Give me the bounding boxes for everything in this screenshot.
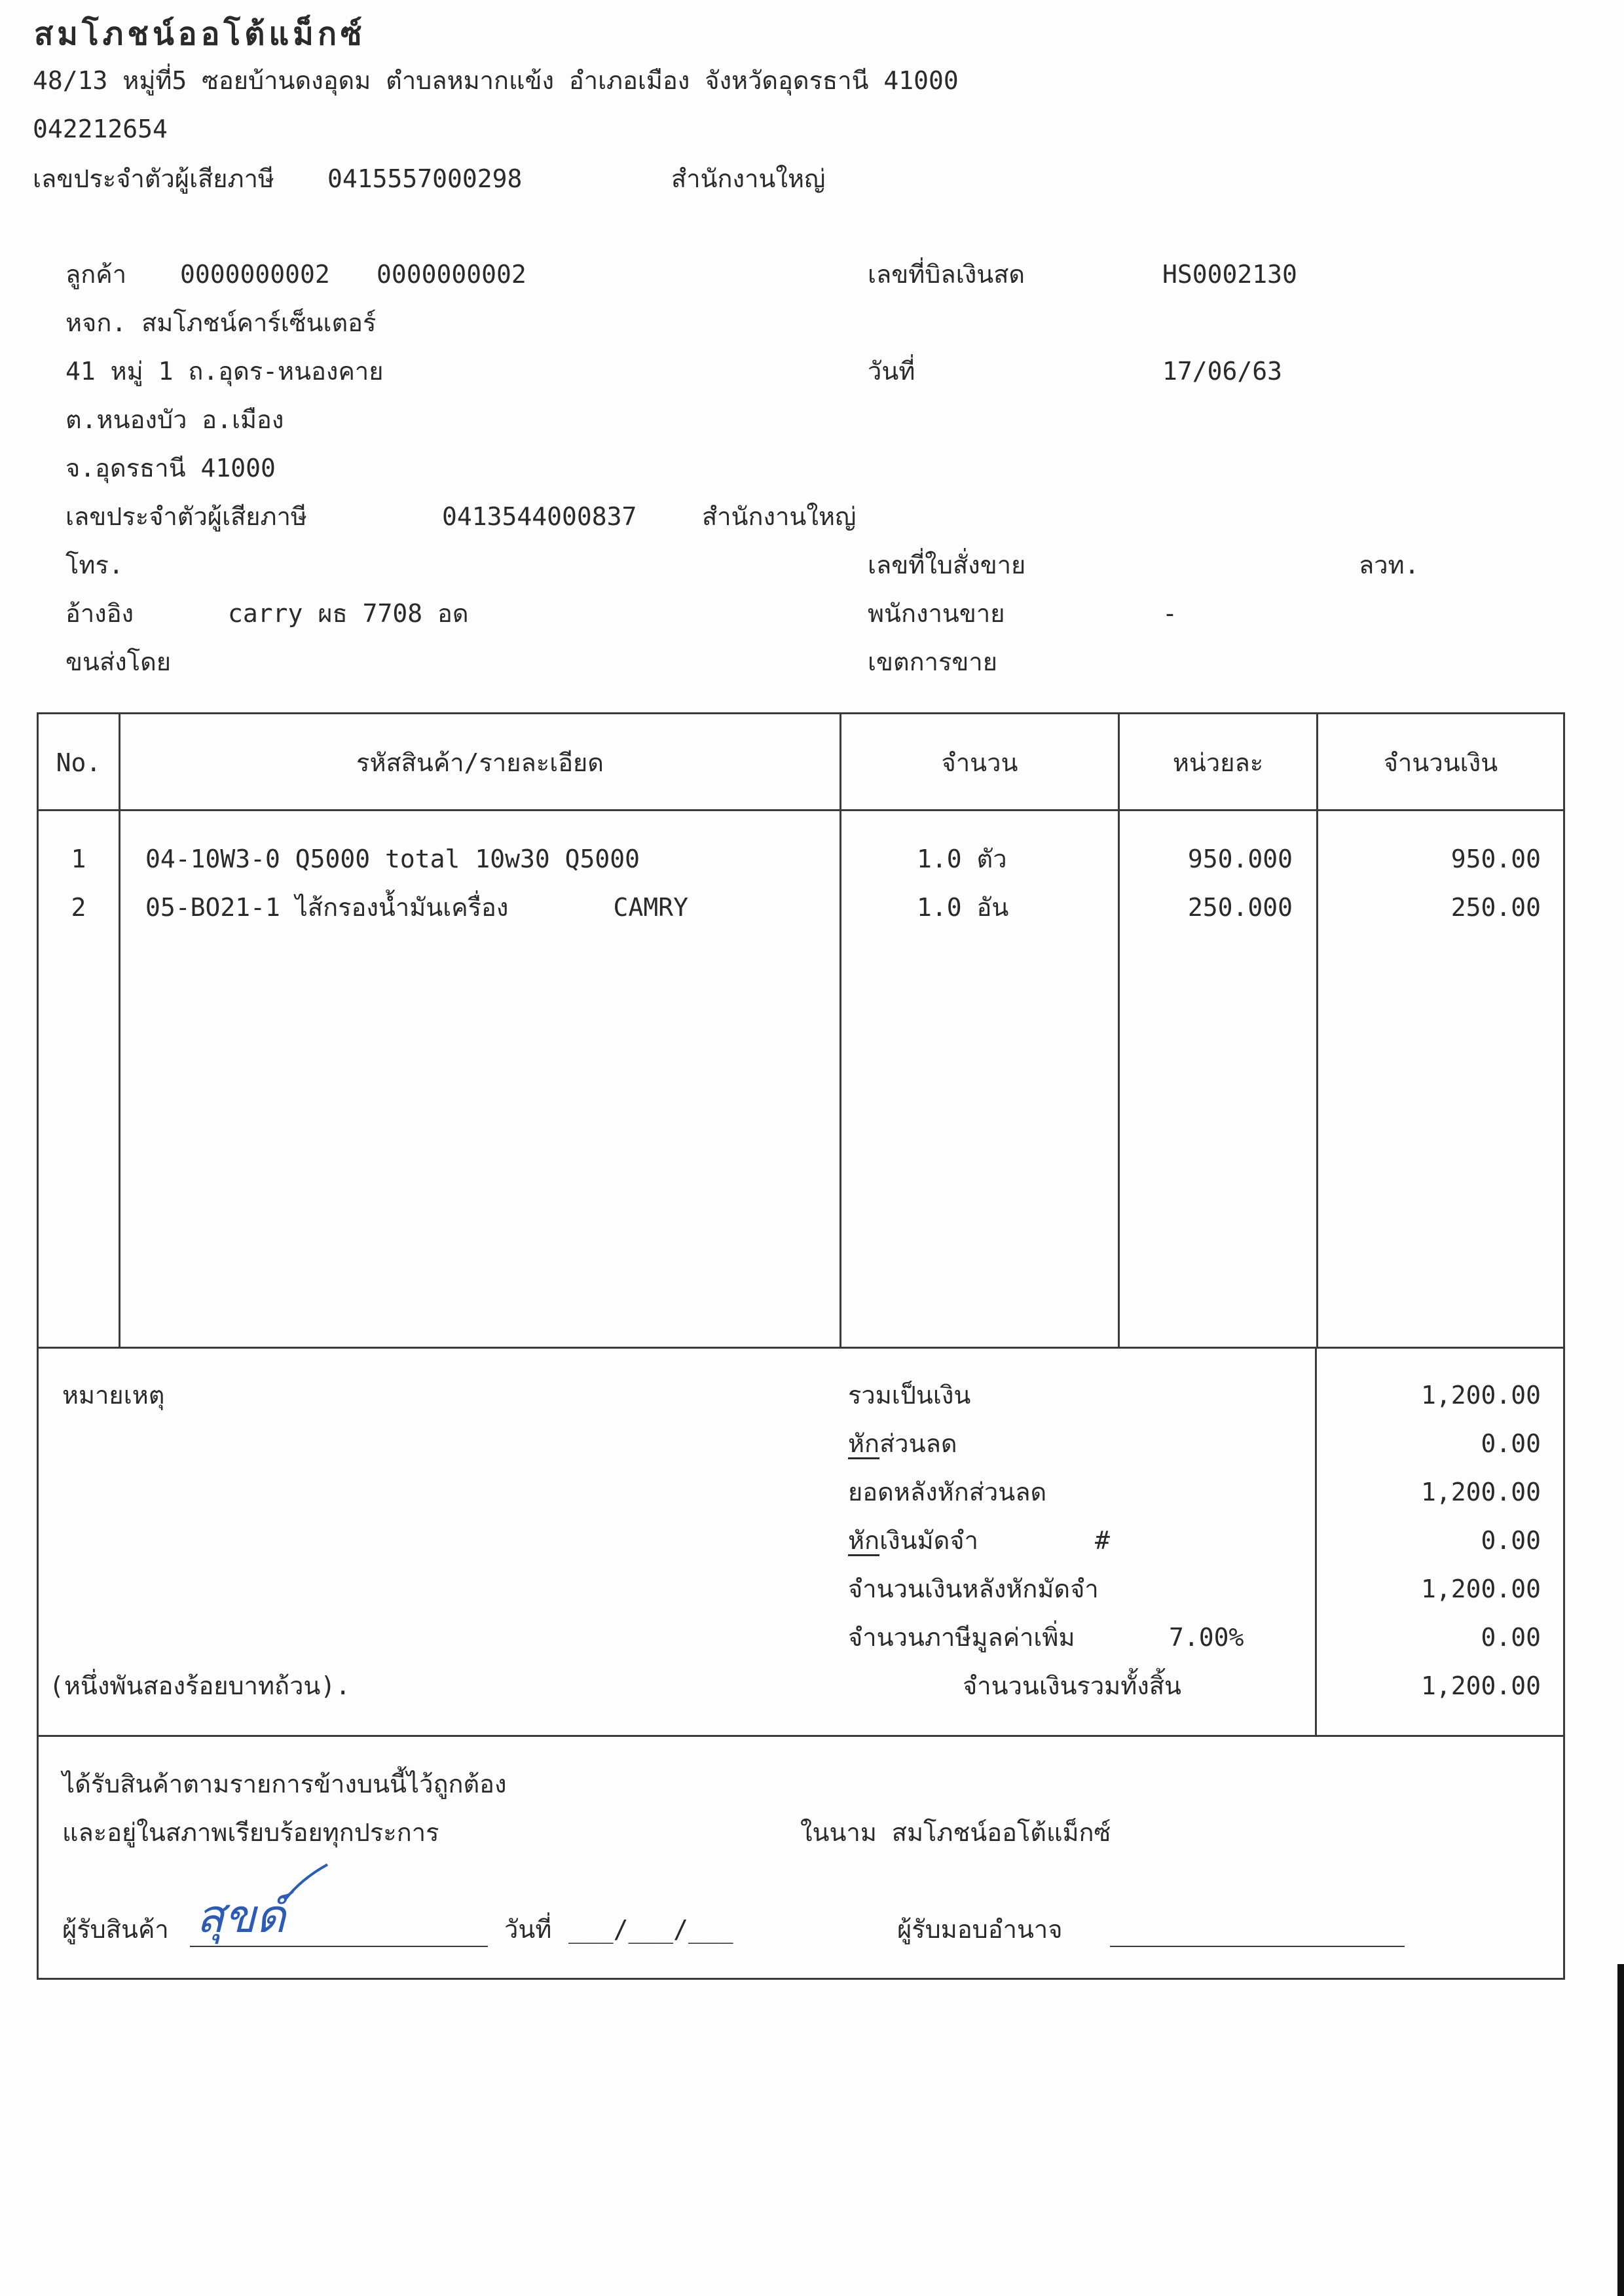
customer-tax-id: 0413544000837 <box>442 502 637 531</box>
vat-label: จำนวนภาษีมูลค่าเพิ่ม <box>848 1623 1075 1652</box>
header-quantity: จำนวน <box>941 748 1018 777</box>
authorized-signature-line <box>1110 1946 1405 1947</box>
table-row-amount: 950.00 <box>1450 845 1541 873</box>
received-statement-2: และอยู่ในสภาพเรียบร้อยทุกประการ <box>62 1818 439 1847</box>
invoice-date: 17/06/63 <box>1162 357 1283 386</box>
customer-ref: carry ผธ 7708 อด <box>228 599 469 628</box>
received-statement-1: ได้รับสินค้าตามรายการข้างบนนี้ไว้ถูกต้อง <box>62 1770 507 1798</box>
customer-address-3: จ.อุดรธานี 41000 <box>65 454 276 483</box>
customer-code-2: 0000000002 <box>377 260 526 289</box>
authorized-label: ผู้รับมอบอำนาจ <box>897 1915 1063 1944</box>
table-row-unit-price: 950.000 <box>1187 845 1293 873</box>
customer-phone-label: โทร. <box>65 551 124 579</box>
scan-edge <box>1617 1964 1624 2296</box>
items-table <box>37 712 1565 1349</box>
date-label: วันที่ <box>868 357 915 386</box>
customer-ref-label: อ้างอิง <box>65 599 134 628</box>
after-discount-value: 1,200.00 <box>1420 1478 1541 1506</box>
customer-label: ลูกค้า <box>65 260 127 289</box>
receive-date-label: วันที่ <box>504 1915 552 1944</box>
header-amount: จำนวนเงิน <box>1383 748 1498 777</box>
order-no: ลวท. <box>1359 551 1420 579</box>
subtotal-label: รวมเป็นเงิน <box>848 1381 971 1410</box>
customer-branch: สำนักงานใหญ่ <box>702 502 857 531</box>
sales-person: - <box>1162 599 1177 628</box>
remark-label: หมายเหตุ <box>62 1381 165 1410</box>
deposit-label: หักเงินมัดจำ <box>848 1526 978 1555</box>
company-tax-id: 0415557000298 <box>327 164 523 193</box>
table-row-qty: 1.0 อัน <box>917 893 1009 922</box>
company-tax-label: เลขประจำตัวผู้เสียภาษี <box>33 164 274 193</box>
table-row-no: 1 <box>71 845 86 873</box>
table-header-divider <box>37 809 1565 811</box>
after-discount-label: ยอดหลังหักส่วนลด <box>848 1478 1047 1506</box>
vat-rate: 7.00% <box>1169 1623 1244 1652</box>
customer-name: หจก. สมโภชน์คาร์เซ็นเตอร์ <box>65 308 377 337</box>
order-no-label: เลขที่ใบสั่งขาย <box>868 551 1026 579</box>
customer-address-1: 41 หมู่ 1 ถ.อุดร-หนองคาย <box>65 357 384 386</box>
receiver-signature-line <box>190 1946 488 1947</box>
table-row-amount: 250.00 <box>1450 893 1541 922</box>
after-deposit-label: จำนวนเงินหลังหักมัดจำ <box>848 1575 1099 1603</box>
company-name: สมโภชน์ออโต้แม็กซ์ <box>34 16 366 52</box>
ship-by-label: ขนส่งโดย <box>65 647 172 676</box>
deposit-ref: # <box>1095 1526 1110 1555</box>
discount-label: หักส่วนลด <box>848 1429 957 1458</box>
customer-address-2: ต.หนองบัว อ.เมือง <box>65 405 284 434</box>
after-deposit-value: 1,200.00 <box>1420 1575 1541 1603</box>
company-phone: 042212654 <box>33 115 168 143</box>
header-no: No. <box>56 748 101 777</box>
sales-label: พนักงานขาย <box>868 599 1005 628</box>
header-unit-price: หน่วยละ <box>1172 748 1264 777</box>
receive-date-blank: ___/___/___ <box>568 1915 733 1944</box>
table-row-unit-price: 250.000 <box>1187 893 1293 922</box>
subtotal-value: 1,200.00 <box>1420 1381 1541 1410</box>
signature-stroke <box>275 1859 334 1905</box>
bill-no-label: เลขที่บิลเงินสด <box>868 260 1025 289</box>
discount-value: 0.00 <box>1481 1429 1541 1458</box>
table-row-qty: 1.0 ตัว <box>917 845 1007 873</box>
company-address: 48/13 หมู่ที่5 ซอยบ้านดงอุดม ตำบลหมากแข้ง อำเภอเมือง จังหวัดอุดรธานี 41000 <box>33 66 959 95</box>
customer-tax-label: เลขประจำตัวผู้เสียภาษี <box>65 502 307 531</box>
table-col-divider <box>119 712 120 1349</box>
table-row-desc: 05-BO21-1 ไส้กรองน้ำมันเครื่อง CAMRY <box>145 893 688 922</box>
table-row-desc: 04-10W3-0 Q5000 total 10w30 Q5000 <box>145 845 640 873</box>
sales-area-label: เขตการขาย <box>868 647 997 676</box>
company-branch: สำนักงานใหญ่ <box>671 164 826 193</box>
table-col-divider <box>840 712 841 1349</box>
bill-no: HS0002130 <box>1162 260 1297 289</box>
table-col-divider <box>1118 712 1120 1349</box>
vat-value: 0.00 <box>1481 1623 1541 1652</box>
deposit-value: 0.00 <box>1481 1526 1541 1555</box>
customer-code-1: 0000000002 <box>180 260 330 289</box>
amount-in-words: (หนึ่งพันสองร้อยบาทถ้วน). <box>49 1671 351 1700</box>
grand-total-value: 1,200.00 <box>1420 1671 1541 1700</box>
on-behalf-of: ในนาม สมโภชน์ออโต้แม็กซ์ <box>800 1818 1111 1847</box>
receiver-label: ผู้รับสินค้า <box>62 1915 169 1944</box>
summary-col-divider <box>1315 1347 1317 1737</box>
grand-total-label: จำนวนเงินรวมทั้งสิ้น <box>963 1671 1181 1700</box>
header-description: รหัสสินค้า/รายละเอียด <box>356 748 604 777</box>
table-row-no: 2 <box>71 893 86 922</box>
receiver-signature: สุขด์ <box>196 1889 286 1943</box>
table-col-divider <box>1316 712 1318 1349</box>
